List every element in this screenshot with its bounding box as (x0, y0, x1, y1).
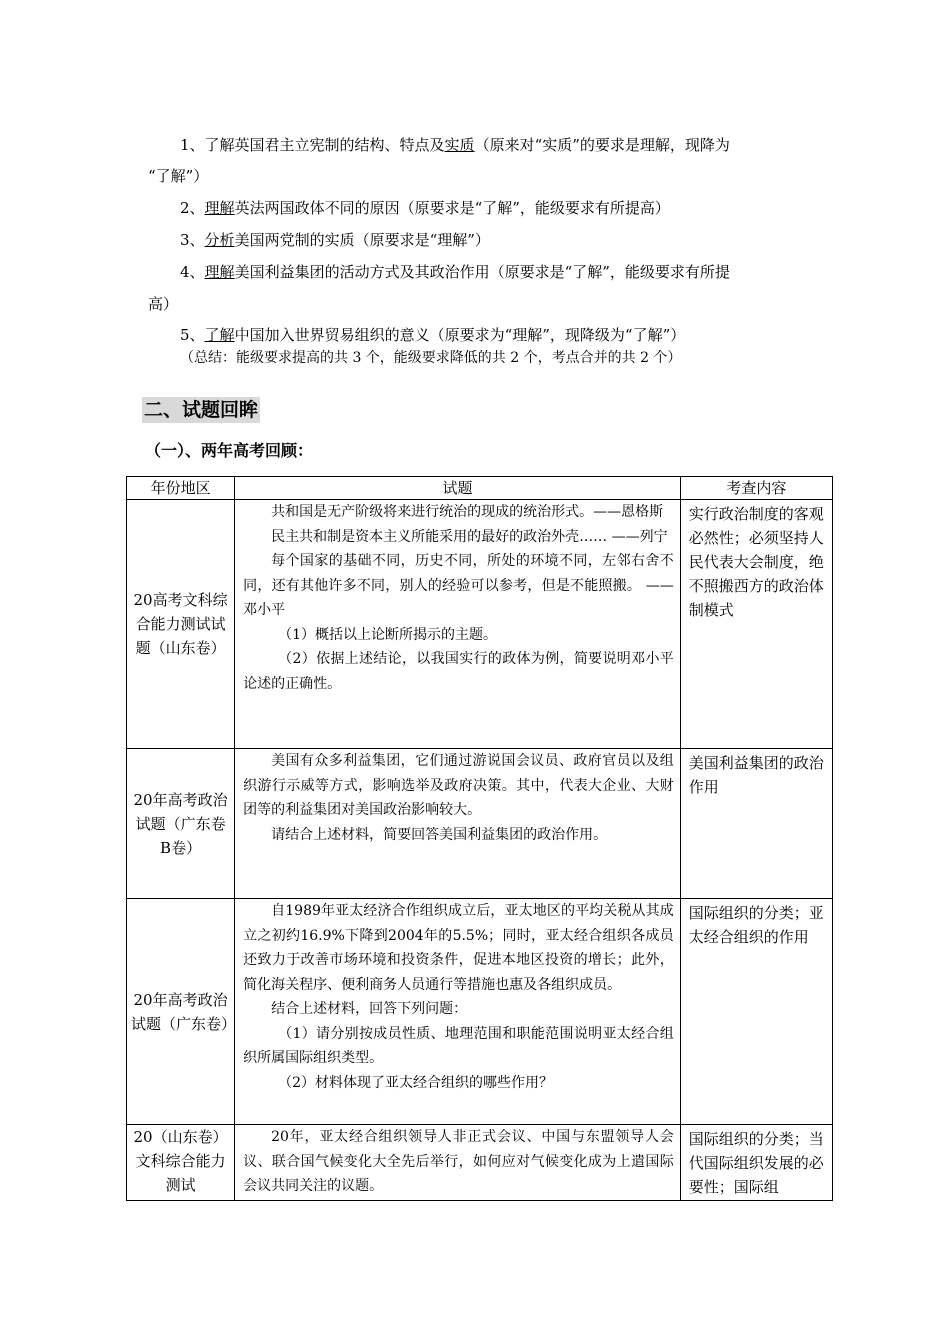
question-paragraph: 自1989年亚太经济合作组织成立后，亚太地区的平均关税从其成立之初约16.9%下降到2004年的5.5%；同时，亚太经合组织各成员还致力于改善市场环境和投资条件，促进本地区投资的增长；此外，简化海关程序、便利商务人员通行等措施也惠及各组织成员。 (243, 903, 674, 993)
question-item: （2）依据上述结论，以我国实行的政体为例，简要说明邓小平论述的正确性。 (243, 651, 674, 692)
requirement-5-keyword: 了解 (204, 326, 235, 344)
requirement-4-keyword: 理解 (204, 263, 235, 281)
header-question: 试题 (235, 477, 681, 500)
requirement-5 (180, 324, 685, 346)
table-row (127, 1125, 833, 1201)
row-question (235, 899, 681, 1125)
row-question (235, 749, 681, 899)
question-paragraph: 民主共和制是资本主义所能采用的最好的政治外壳…… ——列宁 (271, 528, 668, 545)
row-region (127, 749, 235, 899)
requirement-1-note: （原来对“实质”的要求是理解，现降为 (474, 136, 730, 154)
question-paragraph: 20年，亚太经合组织领导人非正式会议、中国与东盟领导人会议、联合国气候变化大全先后举行，如何应对气候变化成为上遣国际会议共同关注的议题。 (243, 1129, 674, 1194)
requirement-2-number: 2、 (180, 199, 205, 217)
row-content: 国际组织的分类；亚太经合组织的作用 (680, 899, 832, 1125)
requirement-2 (180, 197, 670, 219)
region-text: 20年高考政治试题（广东卷B卷） (133, 790, 228, 857)
section-title: 二、试题回眸 (144, 399, 259, 421)
question-paragraph: 共和国是无产阶级将来进行统治的现成的统治形式。——恩格斯 (271, 504, 664, 520)
region-text: 20（山东卷）文科综合能力测试 (133, 1128, 228, 1194)
question-paragraph: 每个国家的基础不同，历史不同，所处的环境不同，左邻右舍不同，还有其他许多不同，别人的经验可以参考，但是不能照搬。 ——邓小平 (243, 553, 674, 618)
question-paragraph: 请结合上述材料，简要回答美国利益集团的政治作用。 (271, 826, 608, 843)
table-row (127, 899, 833, 1125)
region-text: 20高考文科综合能力测试试题（山东卷） (133, 591, 228, 657)
row-content: 实行政治制度的客观必然性；必须坚持人民代表大会制度，绝不照搬西方的政治体制模式 (680, 500, 832, 749)
requirement-5-text: 中国加入世界贸易组织的意义（原要求为“理解”，现降级为“了解”） (234, 326, 686, 344)
row-region (127, 500, 235, 749)
question-paragraph: 结合上述材料，回答下列问题： (271, 1001, 468, 1017)
requirement-3-number: 3、 (180, 231, 205, 249)
requirement-2-keyword: 理解 (204, 199, 235, 217)
question-item: （2）材料体现了亚太经合组织的哪些作用？ (278, 1074, 554, 1091)
table-header-row (127, 477, 833, 500)
row-question (235, 1125, 681, 1201)
requirement-4-number: 4、 (180, 263, 205, 281)
region-text: 20年高考政治试题（广东卷） (131, 990, 237, 1033)
subsection-title: （一）、两年高考回顾： (145, 441, 314, 460)
requirement-1 (180, 134, 730, 156)
row-question (235, 500, 681, 749)
requirement-4-text: 美国利益集团的活动方式及其政治作用（原要求是“了解”，能级要求有所提 (234, 263, 730, 281)
requirement-3 (180, 229, 490, 251)
question-item: （1）请分别按成员性质、地理范围和职能范围说明亚太经合组织所属国际组织类型。 (243, 1025, 674, 1066)
row-region (127, 899, 235, 1125)
header-content: 考查内容 (680, 477, 832, 500)
row-content: 国际组织的分类；当代国际组织发展的必要性；国际组 (680, 1125, 832, 1201)
requirement-4-continuation: 高） (148, 295, 179, 313)
requirement-5-number: 5、 (180, 326, 205, 344)
table-row (127, 500, 833, 749)
header-region: 年份地区 (127, 477, 235, 500)
exam-table (126, 476, 833, 1201)
requirement-4 (180, 261, 730, 283)
row-content: 美国利益集团的政治作用 (680, 749, 832, 899)
requirement-1-continuation: “了解”） (148, 167, 209, 185)
requirement-1-text: 1、了解英国君主立宪制的结构、特点及 (180, 136, 445, 154)
requirement-2-text: 英法两国政体不同的原因（原要求是“了解”，能级要求有所提高） (234, 199, 670, 217)
summary-note: （总结：能级要求提高的共 3 个，能级要求降低的共 2 个，考点合并的共 2 个） (180, 350, 682, 366)
question-paragraph: 美国有众多利益集团，它们通过游说国会议员、政府官员以及组织游行示威等方式，影响选举及政府决策。其中，代表大企业、大财团等的利益集团对美国政治影响较大。 (243, 753, 674, 818)
table-row (127, 749, 833, 899)
row-region (127, 1125, 235, 1201)
requirement-1-keyword: 实质 (444, 136, 475, 154)
requirement-3-keyword: 分析 (204, 231, 235, 249)
requirement-3-text: 美国两党制的实质（原要求是“理解”） (234, 231, 490, 249)
question-item: （1）概括以上论断所揭示的主题。 (278, 626, 498, 643)
